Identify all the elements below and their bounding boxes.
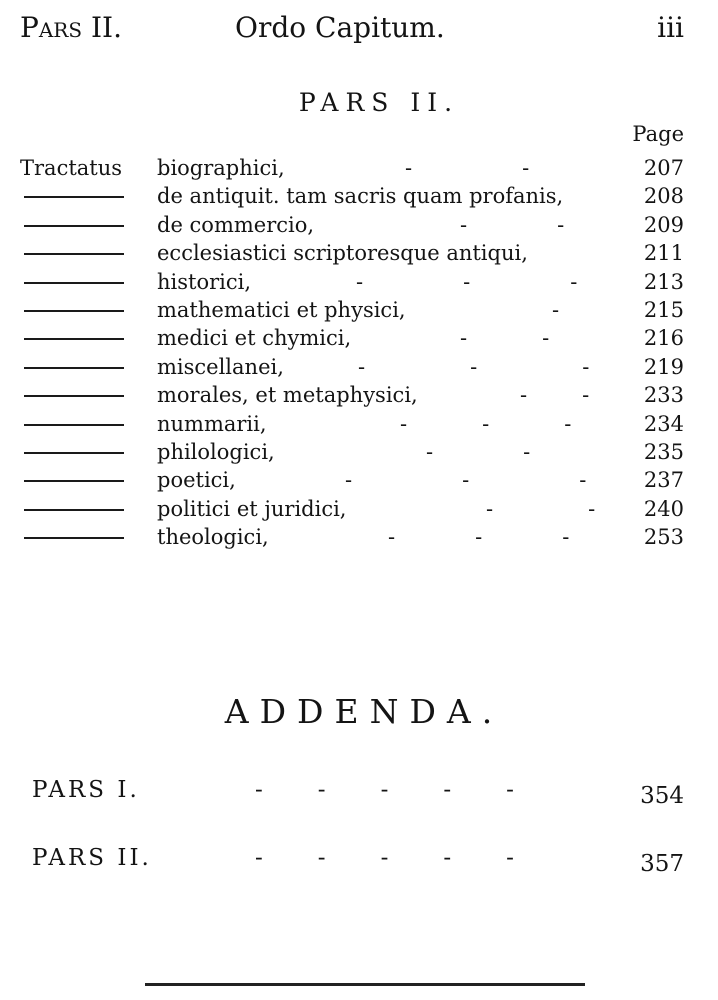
leader-dash: - xyxy=(570,269,578,294)
leader-dash: - xyxy=(388,525,396,550)
leader-dash: - xyxy=(564,411,572,436)
leader-dots xyxy=(520,380,589,410)
leader-dots xyxy=(460,323,549,353)
ditto-dash xyxy=(24,196,124,198)
addenda-entry xyxy=(0,840,718,876)
ditto-dash xyxy=(24,253,124,255)
leader-dash: - xyxy=(356,269,364,294)
leader-dash: - xyxy=(588,496,596,521)
leader-dots xyxy=(255,772,514,808)
ditto-dash xyxy=(24,509,124,511)
leader-dash: - xyxy=(317,845,326,871)
entry-page-number: 211 xyxy=(643,241,684,266)
ditto-dash xyxy=(24,282,124,284)
entry-page-number: 234 xyxy=(643,411,684,436)
footer-rule xyxy=(145,983,585,986)
entry-topic: historici, xyxy=(157,269,252,294)
entry-topic: ecclesiastici scriptoresque antiqui, xyxy=(157,241,528,266)
entry-page-number: 215 xyxy=(643,298,684,322)
leader-dash: - xyxy=(462,468,470,493)
entry-topic: miscellanei, xyxy=(157,354,284,379)
leader-dash: - xyxy=(255,777,263,803)
leader-dash: - xyxy=(255,845,263,871)
leader-dash: - xyxy=(520,383,528,408)
entry-page-number: 237 xyxy=(643,468,684,493)
leader-dash: - xyxy=(400,411,408,436)
leader-dash: - xyxy=(523,440,531,464)
addenda-page-number: 354 xyxy=(640,783,684,809)
entry-page-number: 240 xyxy=(643,496,684,521)
leader-dots xyxy=(358,352,589,382)
entry-topic: medici et chymici, xyxy=(157,326,352,351)
entry-page-number: 235 xyxy=(643,440,684,464)
leader-dash: - xyxy=(405,156,413,180)
leader-dash: - xyxy=(582,354,590,379)
entry-page-number: 216 xyxy=(643,326,684,351)
entry-topic: poetici, xyxy=(157,468,236,493)
ditto-dash xyxy=(24,338,124,340)
leader-dots xyxy=(426,437,530,467)
entry-prefix: Tractatus xyxy=(20,156,123,180)
entry-page-number: 219 xyxy=(643,354,684,379)
ditto-dash xyxy=(24,537,124,539)
entry-topic: de antiquit. tam sacris quam profanis, xyxy=(157,184,564,209)
contents-entry xyxy=(0,465,718,495)
leader-dots xyxy=(345,465,586,495)
ditto-dash xyxy=(24,480,124,482)
leader-dash: - xyxy=(506,777,514,803)
entry-topic: de commercio, xyxy=(157,212,315,237)
ditto-dash xyxy=(24,395,124,397)
section-title: PARS II. xyxy=(298,88,460,117)
leader-dots xyxy=(388,522,569,552)
leader-dots xyxy=(400,409,571,439)
entry-page-number: 209 xyxy=(643,212,684,237)
running-head-part: Pars II. xyxy=(20,11,122,44)
leader-dash: - xyxy=(482,411,490,436)
running-head-title: Ordo Capitum. xyxy=(235,11,445,44)
leader-dash: - xyxy=(426,440,434,464)
entry-page-number: 208 xyxy=(643,184,684,209)
leader-dots xyxy=(486,494,595,524)
leader-dash: - xyxy=(380,777,389,803)
leader-dash: - xyxy=(557,212,565,237)
leader-dash: - xyxy=(475,525,483,550)
contents-entry xyxy=(0,238,718,268)
entry-topic: nummarii, xyxy=(157,411,267,436)
page-number-roman: iii xyxy=(657,11,684,44)
contents-entry xyxy=(0,210,718,240)
leader-dash: - xyxy=(579,468,587,493)
contents-entry xyxy=(0,181,718,211)
entry-page-number: 207 xyxy=(643,156,684,180)
leader-dots xyxy=(356,267,577,297)
contents-entry xyxy=(0,352,718,382)
leader-dash: - xyxy=(552,298,560,322)
ditto-dash xyxy=(24,225,124,227)
entry-topic: biographici, xyxy=(157,156,285,180)
leader-dash: - xyxy=(582,383,590,408)
leader-dash: - xyxy=(443,845,452,871)
entry-page-number: 233 xyxy=(643,383,684,408)
contents-entry xyxy=(0,323,718,353)
leader-dash: - xyxy=(486,496,494,521)
entry-topic: morales, et metaphysici, xyxy=(157,383,418,408)
page-column-label: Page xyxy=(632,122,684,146)
contents-entry xyxy=(0,153,718,183)
leader-dash: - xyxy=(522,156,530,180)
leader-dots xyxy=(460,210,564,240)
leader-dash: - xyxy=(380,845,389,871)
addenda-title: ADDENDA. xyxy=(224,692,504,731)
leader-dash: - xyxy=(470,354,478,379)
leader-dash: - xyxy=(542,326,550,351)
addenda-entry xyxy=(0,772,718,808)
leader-dots xyxy=(405,153,529,183)
contents-entry xyxy=(0,437,718,467)
leader-dash: - xyxy=(460,326,468,351)
addenda-part-label: PARS II. xyxy=(32,845,152,871)
leader-dash: - xyxy=(562,525,570,550)
ditto-dash xyxy=(24,310,124,312)
entry-page-number: 213 xyxy=(643,269,684,294)
ditto-dash xyxy=(24,452,124,454)
leader-dash: - xyxy=(460,212,468,237)
contents-entry xyxy=(0,295,718,325)
leader-dash: - xyxy=(443,777,452,803)
addenda-part-label: PARS I. xyxy=(32,777,140,803)
entry-topic: philologici, xyxy=(157,440,275,464)
entry-topic: politici et juridici, xyxy=(157,496,347,521)
contents-entry xyxy=(0,522,718,552)
leader-dash: - xyxy=(317,777,326,803)
leader-dash: - xyxy=(358,354,366,379)
leader-dots xyxy=(552,295,559,325)
entry-topic: theologici, xyxy=(157,525,269,550)
contents-entry xyxy=(0,267,718,297)
ditto-dash xyxy=(24,424,124,426)
addenda-page-number: 357 xyxy=(640,851,684,877)
contents-entry xyxy=(0,380,718,410)
entry-page-number: 253 xyxy=(643,525,684,550)
leader-dash: - xyxy=(345,468,353,493)
ditto-dash xyxy=(24,367,124,369)
contents-entry xyxy=(0,409,718,439)
entry-topic: mathematici et physici, xyxy=(157,298,406,322)
contents-entry xyxy=(0,494,718,524)
leader-dash: - xyxy=(463,269,471,294)
leader-dots xyxy=(255,840,514,876)
leader-dash: - xyxy=(506,845,514,871)
